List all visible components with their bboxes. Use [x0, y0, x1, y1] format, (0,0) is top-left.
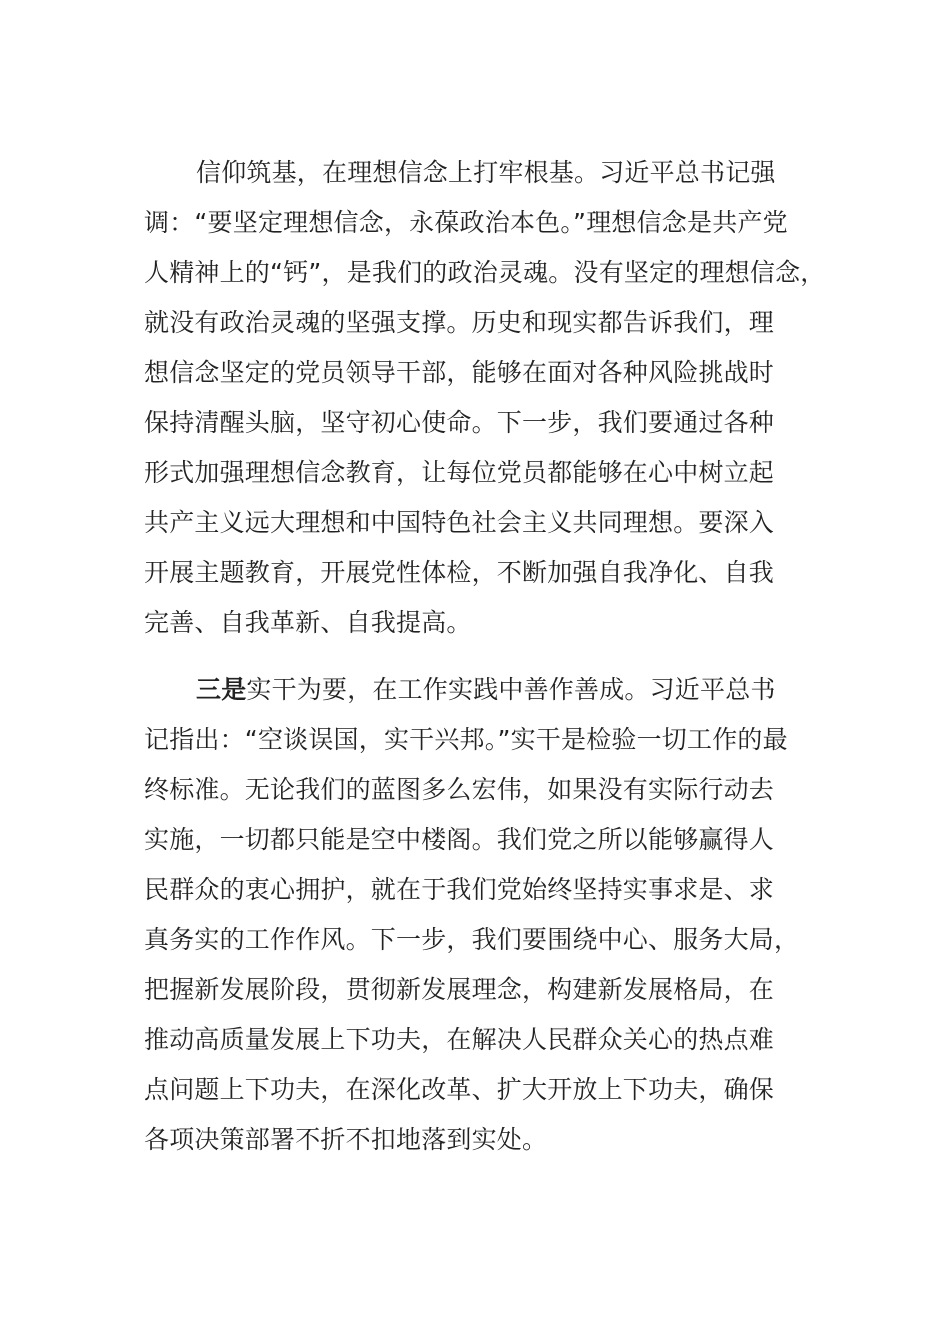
paragraph-line-text: 实干为要，在工作实践中善作善成。习近平总书: [246, 675, 776, 704]
paragraph-line: 信仰筑基，在理想信念上打牢根基。习近平总书记强: [196, 158, 776, 187]
paragraph-line: 实施，一切都只能是空中楼阁。我们党之所以能够赢得人: [144, 825, 775, 854]
paragraph-ideals: [144, 148, 834, 648]
paragraph-line: 调：“要坚定理想信念，永葆政治本色。”理想信念是共产党: [144, 208, 788, 237]
paragraph-practice: [144, 665, 834, 1165]
paragraph-line: 人精神上的“钙”，是我们的政治灵魂。没有坚定的理想信念，: [144, 258, 826, 287]
paragraph-line: 民群众的衷心拥护，就在于我们党始终坚持实事求是、求: [144, 875, 775, 904]
paragraph-line: 完善、自我革新、自我提高。: [144, 608, 472, 637]
paragraph-line: 推动高质量发展上下功夫，在解决人民群众关心的热点难: [144, 1025, 775, 1054]
paragraph-line: 就没有政治灵魂的坚强支撑。历史和现实都告诉我们，理: [144, 308, 775, 337]
paragraph-line: 把握新发展阶段，贯彻新发展理念，构建新发展格局，在: [144, 975, 775, 1004]
paragraph-line: 终标准。无论我们的蓝图多么宏伟，如果没有实际行动去: [144, 775, 775, 804]
paragraph-line: 想信念坚定的党员领导干部，能够在面对各种风险挑战时: [144, 358, 775, 387]
paragraph-line: 形式加强理想信念教育，让每位党员都能够在心中树立起: [144, 458, 775, 487]
paragraph-line: 保持清醒头脑，坚守初心使命。下一步，我们要通过各种: [144, 408, 775, 437]
paragraph-line: 真务实的工作作风。下一步，我们要围绕中心、服务大局，: [144, 925, 800, 954]
paragraph-line: 各项决策部署不折不扣地落到实处。: [144, 1125, 548, 1154]
paragraph-line: 开展主题教育，开展党性体检，不断加强自我净化、自我: [144, 558, 775, 587]
paragraph-line: 点问题上下功夫，在深化改革、扩大开放上下功夫，确保: [144, 1075, 775, 1104]
paragraph-line: 记指出：“空谈误国，实干兴邦。”实干是检验一切工作的最: [144, 725, 788, 754]
paragraph-lead-bold: 三是: [196, 675, 247, 704]
paragraph-line: 共产主义远大理想和中国特色社会主义共同理想。要深入: [144, 508, 775, 537]
paragraph-first-line: [144, 665, 834, 715]
